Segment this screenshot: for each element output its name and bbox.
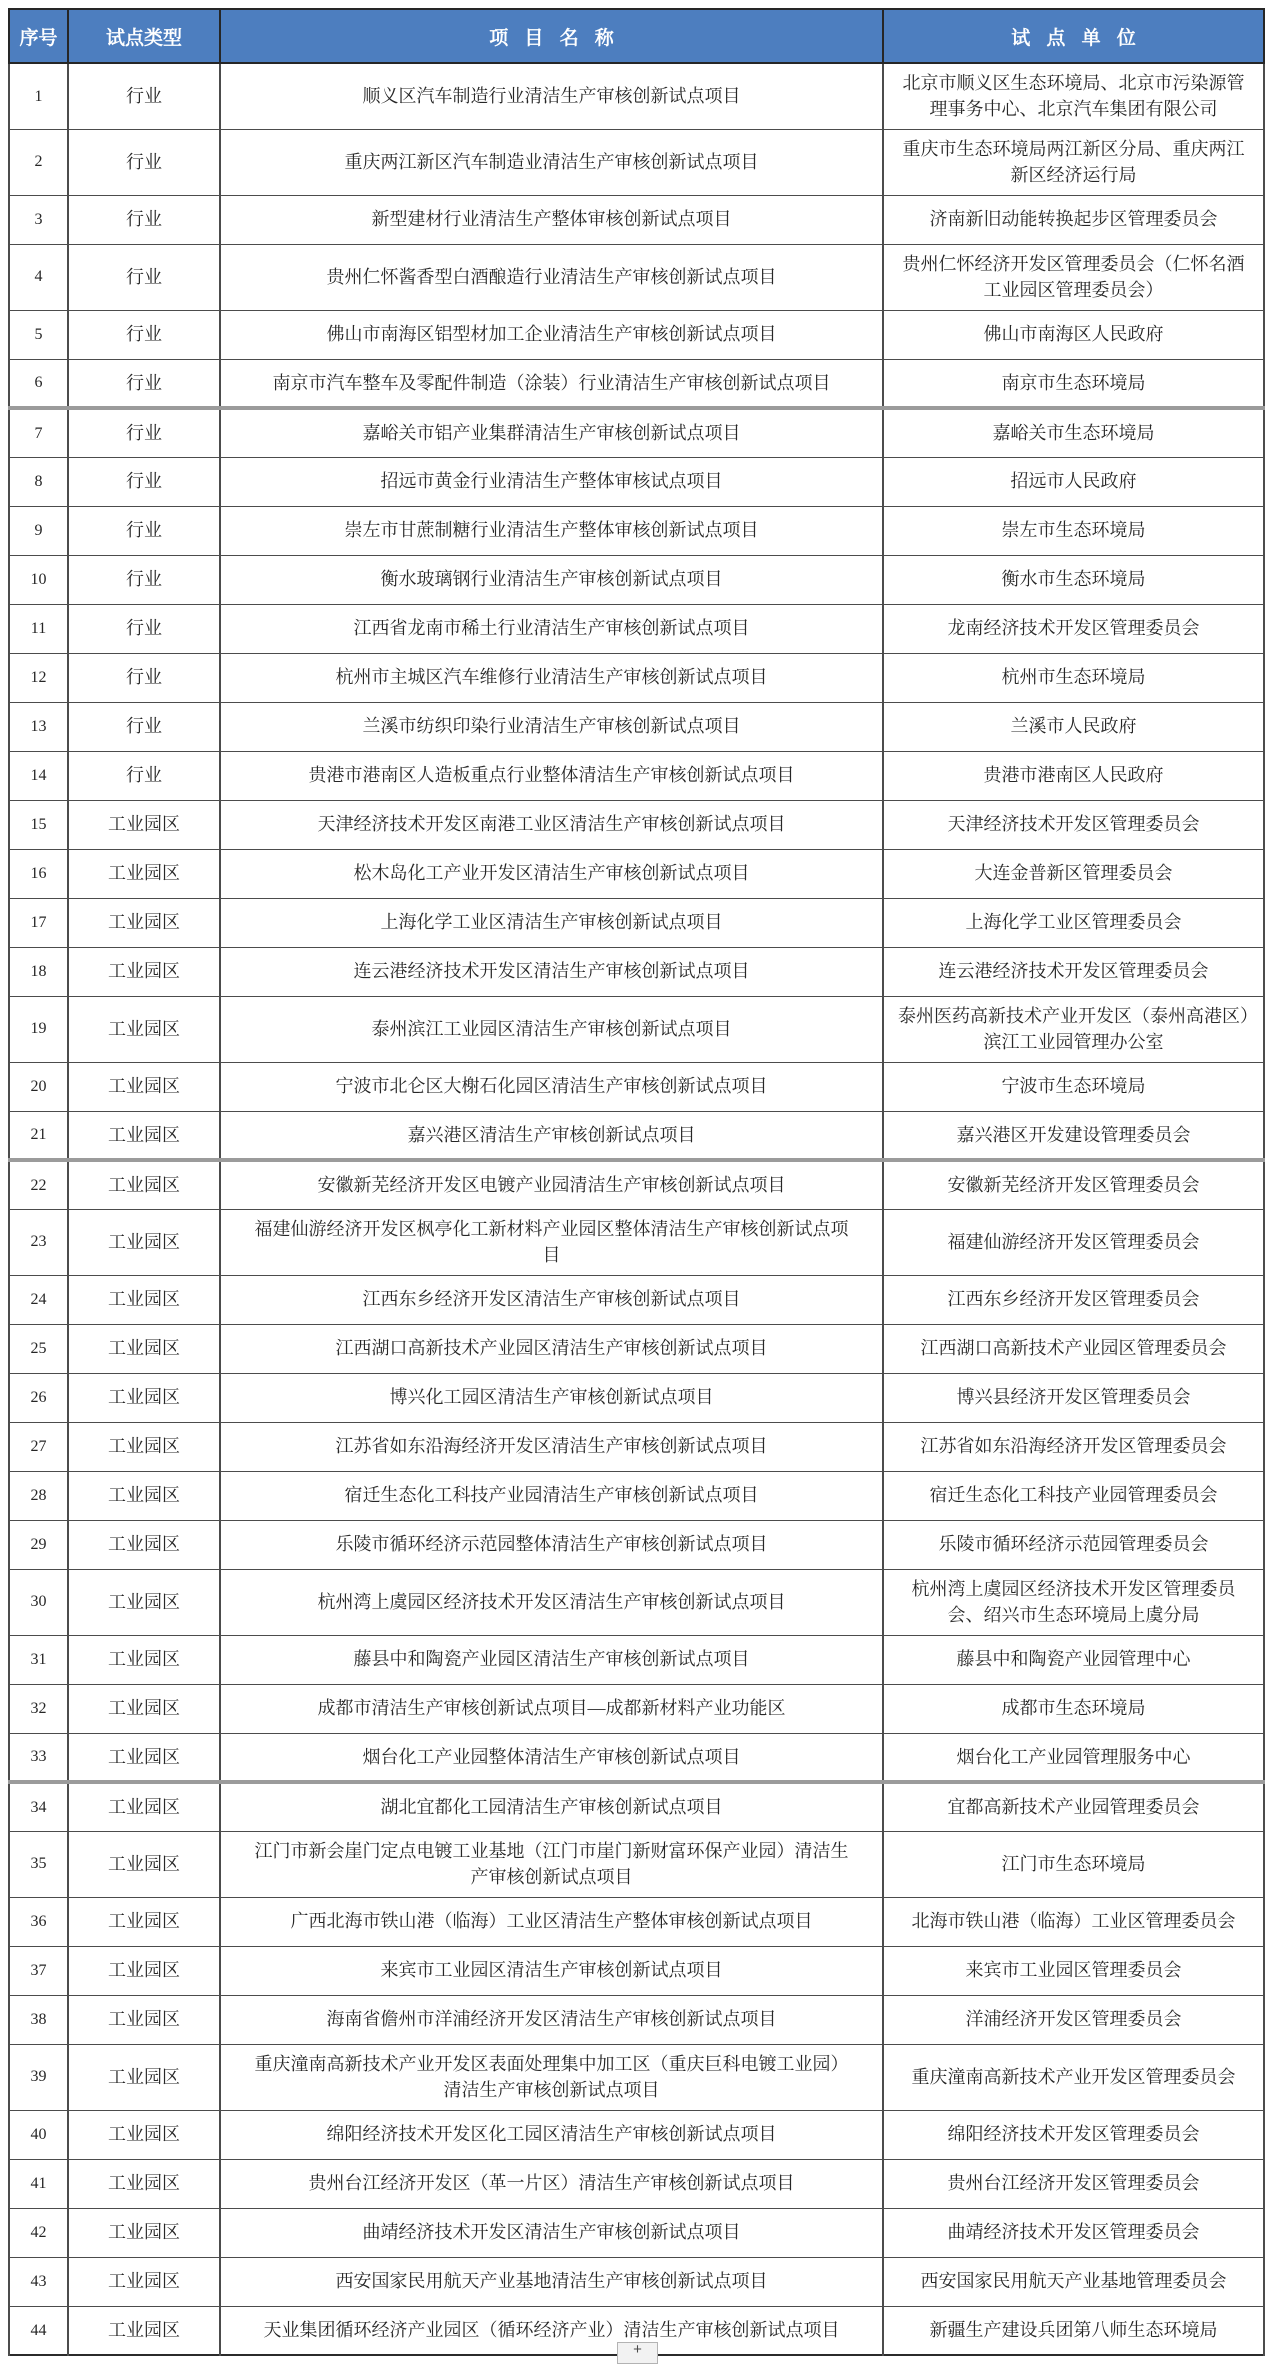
- table-row: [9, 1946, 1264, 1995]
- cell-serial-number: 16: [9, 849, 68, 898]
- table-row: [9, 800, 1264, 849]
- cell-pilot-type: 工业园区: [68, 1520, 220, 1569]
- cell-serial-number: 3: [9, 195, 68, 244]
- cell-project-name: 松木岛化工产业开发区清洁生产审核创新试点项目: [220, 849, 883, 898]
- cell-project-name: 西安国家民用航天产业基地清洁生产审核创新试点项目: [220, 2257, 883, 2306]
- cell-pilot-unit: 佛山市南海区人民政府: [883, 310, 1264, 359]
- cell-pilot-type: 行业: [68, 359, 220, 408]
- col-header-pilot-type: 试点类型: [68, 9, 220, 63]
- cell-serial-number: 37: [9, 1946, 68, 1995]
- cell-pilot-unit: 济南新旧动能转换起步区管理委员会: [883, 195, 1264, 244]
- cell-pilot-type: 工业园区: [68, 1373, 220, 1422]
- cell-pilot-unit: 新疆生产建设兵团第八师生态环境局: [883, 2306, 1264, 2355]
- cell-project-name: 招远市黄金行业清洁生产整体审核试点项目: [220, 457, 883, 506]
- cell-pilot-unit: 福建仙游经济开发区管理委员会: [883, 1209, 1264, 1275]
- cell-serial-number: 33: [9, 1733, 68, 1782]
- cell-pilot-unit: 江苏省如东沿海经济开发区管理委员会: [883, 1422, 1264, 1471]
- table-row: [9, 1275, 1264, 1324]
- cell-pilot-unit: 乐陵市循环经济示范园管理委员会: [883, 1520, 1264, 1569]
- cell-project-name: 天津经济技术开发区南港工业区清洁生产审核创新试点项目: [220, 800, 883, 849]
- cell-serial-number: 18: [9, 947, 68, 996]
- cell-serial-number: 23: [9, 1209, 68, 1275]
- cell-serial-number: 10: [9, 555, 68, 604]
- table-row: [9, 2208, 1264, 2257]
- cell-pilot-unit: 宁波市生态环境局: [883, 1062, 1264, 1111]
- cell-pilot-type: 工业园区: [68, 2208, 220, 2257]
- cell-pilot-unit: 江西湖口高新技术产业园区管理委员会: [883, 1324, 1264, 1373]
- cell-project-name: 江西东乡经济开发区清洁生产审核创新试点项目: [220, 1275, 883, 1324]
- cell-pilot-unit: 烟台化工产业园管理服务中心: [883, 1733, 1264, 1782]
- cell-project-name: 泰州滨江工业园区清洁生产审核创新试点项目: [220, 996, 883, 1062]
- cell-pilot-unit: 成都市生态环境局: [883, 1684, 1264, 1733]
- table-row: [9, 702, 1264, 751]
- table-row: [9, 1684, 1264, 1733]
- cell-serial-number: 6: [9, 359, 68, 408]
- cell-serial-number: 9: [9, 506, 68, 555]
- cell-project-name: 贵州台江经济开发区（革一片区）清洁生产审核创新试点项目: [220, 2159, 883, 2208]
- cell-project-name: 江西湖口高新技术产业园区清洁生产审核创新试点项目: [220, 1324, 883, 1373]
- cell-serial-number: 25: [9, 1324, 68, 1373]
- table-row: [9, 604, 1264, 653]
- cell-pilot-unit: 宿迁生态化工科技产业园管理委员会: [883, 1471, 1264, 1520]
- table-row: [9, 359, 1264, 408]
- table-row: [9, 408, 1264, 457]
- cell-project-name: 福建仙游经济开发区枫亭化工新材料产业园区整体清洁生产审核创新试点项目: [220, 1209, 883, 1275]
- add-button[interactable]: [617, 2342, 658, 2364]
- cell-project-name: 江苏省如东沿海经济开发区清洁生产审核创新试点项目: [220, 1422, 883, 1471]
- cell-pilot-type: 工业园区: [68, 1897, 220, 1946]
- cell-pilot-type: 工业园区: [68, 1160, 220, 1209]
- table-row: [9, 1062, 1264, 1111]
- cell-pilot-unit: 洋浦经济开发区管理委员会: [883, 1995, 1264, 2044]
- cell-pilot-type: 工业园区: [68, 1422, 220, 1471]
- cell-pilot-unit: 招远市人民政府: [883, 457, 1264, 506]
- cell-pilot-unit: 安徽新芜经济开发区管理委员会: [883, 1160, 1264, 1209]
- cell-pilot-type: 工业园区: [68, 1831, 220, 1897]
- table-row: [9, 457, 1264, 506]
- cell-pilot-type: 行业: [68, 408, 220, 457]
- cell-pilot-unit: 杭州湾上虞园区经济技术开发区管理委员会、绍兴市生态环境局上虞分局: [883, 1569, 1264, 1635]
- cell-project-name: 海南省儋州市洋浦经济开发区清洁生产审核创新试点项目: [220, 1995, 883, 2044]
- cell-pilot-type: 工业园区: [68, 800, 220, 849]
- table-row: [9, 751, 1264, 800]
- cell-pilot-type: 工业园区: [68, 947, 220, 996]
- cell-serial-number: 35: [9, 1831, 68, 1897]
- cell-project-name: 安徽新芜经济开发区电镀产业园清洁生产审核创新试点项目: [220, 1160, 883, 1209]
- table-row: [9, 1782, 1264, 1831]
- cell-pilot-type: 行业: [68, 751, 220, 800]
- cell-project-name: 藤县中和陶瓷产业园区清洁生产审核创新试点项目: [220, 1635, 883, 1684]
- cell-serial-number: 29: [9, 1520, 68, 1569]
- cell-project-name: 曲靖经济技术开发区清洁生产审核创新试点项目: [220, 2208, 883, 2257]
- cell-pilot-type: 行业: [68, 457, 220, 506]
- table-row: [9, 653, 1264, 702]
- cell-pilot-type: 工业园区: [68, 1733, 220, 1782]
- cell-pilot-type: 工业园区: [68, 2306, 220, 2355]
- cell-project-name: 博兴化工园区清洁生产审核创新试点项目: [220, 1373, 883, 1422]
- cell-pilot-type: 工业园区: [68, 849, 220, 898]
- table-row: [9, 1635, 1264, 1684]
- cell-project-name: 成都市清洁生产审核创新试点项目—成都新材料产业功能区: [220, 1684, 883, 1733]
- cell-project-name: 上海化学工业区清洁生产审核创新试点项目: [220, 898, 883, 947]
- cell-project-name: 嘉峪关市铝产业集群清洁生产审核创新试点项目: [220, 408, 883, 457]
- cell-serial-number: 32: [9, 1684, 68, 1733]
- cell-pilot-type: 行业: [68, 604, 220, 653]
- cell-project-name: 杭州湾上虞园区经济技术开发区清洁生产审核创新试点项目: [220, 1569, 883, 1635]
- cell-serial-number: 28: [9, 1471, 68, 1520]
- cell-serial-number: 27: [9, 1422, 68, 1471]
- pilot-projects-table: [8, 8, 1265, 2356]
- table-row: [9, 1111, 1264, 1160]
- table-row: [9, 898, 1264, 947]
- cell-serial-number: 30: [9, 1569, 68, 1635]
- cell-pilot-type: 工业园区: [68, 1324, 220, 1373]
- cell-project-name: 乐陵市循环经济示范园整体清洁生产审核创新试点项目: [220, 1520, 883, 1569]
- cell-project-name: 佛山市南海区铝型材加工企业清洁生产审核创新试点项目: [220, 310, 883, 359]
- cell-serial-number: 39: [9, 2044, 68, 2110]
- cell-serial-number: 5: [9, 310, 68, 359]
- cell-project-name: 南京市汽车整车及零配件制造（涂装）行业清洁生产审核创新试点项目: [220, 359, 883, 408]
- cell-serial-number: 38: [9, 1995, 68, 2044]
- cell-project-name: 兰溪市纺织印染行业清洁生产审核创新试点项目: [220, 702, 883, 751]
- cell-pilot-unit: 连云港经济技术开发区管理委员会: [883, 947, 1264, 996]
- cell-pilot-unit: 重庆市生态环境局两江新区分局、重庆两江新区经济运行局: [883, 129, 1264, 195]
- table-row: [9, 310, 1264, 359]
- table-row: [9, 1520, 1264, 1569]
- cell-pilot-unit: 龙南经济技术开发区管理委员会: [883, 604, 1264, 653]
- cell-pilot-type: 行业: [68, 653, 220, 702]
- cell-serial-number: 20: [9, 1062, 68, 1111]
- table-row: [9, 555, 1264, 604]
- table-row: [9, 2044, 1264, 2110]
- cell-serial-number: 40: [9, 2110, 68, 2159]
- cell-serial-number: 19: [9, 996, 68, 1062]
- cell-project-name: 天业集团循环经济产业园区（循环经济产业）清洁生产审核创新试点项目: [220, 2306, 883, 2355]
- cell-pilot-unit: 天津经济技术开发区管理委员会: [883, 800, 1264, 849]
- table-row: [9, 849, 1264, 898]
- cell-pilot-unit: 博兴县经济开发区管理委员会: [883, 1373, 1264, 1422]
- cell-pilot-type: 工业园区: [68, 2159, 220, 2208]
- cell-pilot-type: 行业: [68, 129, 220, 195]
- cell-serial-number: 12: [9, 653, 68, 702]
- cell-pilot-unit: 北京市顺义区生态环境局、北京市污染源管理事务中心、北京汽车集团有限公司: [883, 63, 1264, 129]
- cell-pilot-type: 行业: [68, 506, 220, 555]
- cell-project-name: 广西北海市铁山港（临海）工业区清洁生产整体审核创新试点项目: [220, 1897, 883, 1946]
- cell-serial-number: 1: [9, 63, 68, 129]
- cell-pilot-unit: 江门市生态环境局: [883, 1831, 1264, 1897]
- cell-pilot-type: 工业园区: [68, 2257, 220, 2306]
- cell-serial-number: 7: [9, 408, 68, 457]
- table-row: [9, 2159, 1264, 2208]
- cell-pilot-unit: 藤县中和陶瓷产业园管理中心: [883, 1635, 1264, 1684]
- cell-project-name: 连云港经济技术开发区清洁生产审核创新试点项目: [220, 947, 883, 996]
- cell-pilot-type: 行业: [68, 244, 220, 310]
- cell-pilot-unit: 泰州医药高新技术产业开发区（泰州高港区）滨江工业园管理办公室: [883, 996, 1264, 1062]
- table-row: [9, 1209, 1264, 1275]
- plus-icon: +: [633, 2341, 642, 2358]
- table-row: [9, 996, 1264, 1062]
- cell-serial-number: 42: [9, 2208, 68, 2257]
- cell-serial-number: 34: [9, 1782, 68, 1831]
- table-row: [9, 1569, 1264, 1635]
- table-row: [9, 1831, 1264, 1897]
- cell-pilot-unit: 贵港市港南区人民政府: [883, 751, 1264, 800]
- table-row: [9, 1995, 1264, 2044]
- cell-project-name: 衡水玻璃钢行业清洁生产审核创新试点项目: [220, 555, 883, 604]
- cell-pilot-type: 行业: [68, 310, 220, 359]
- table-row: [9, 244, 1264, 310]
- cell-serial-number: 26: [9, 1373, 68, 1422]
- cell-pilot-unit: 杭州市生态环境局: [883, 653, 1264, 702]
- cell-project-name: 湖北宜都化工园清洁生产审核创新试点项目: [220, 1782, 883, 1831]
- table-row: [9, 1471, 1264, 1520]
- cell-pilot-type: 行业: [68, 555, 220, 604]
- cell-pilot-unit: 来宾市工业园区管理委员会: [883, 1946, 1264, 1995]
- cell-pilot-type: 工业园区: [68, 1782, 220, 1831]
- cell-project-name: 崇左市甘蔗制糖行业清洁生产整体审核创新试点项目: [220, 506, 883, 555]
- cell-serial-number: 43: [9, 2257, 68, 2306]
- cell-pilot-unit: 绵阳经济技术开发区管理委员会: [883, 2110, 1264, 2159]
- cell-pilot-type: 工业园区: [68, 1569, 220, 1635]
- cell-pilot-unit: 嘉兴港区开发建设管理委员会: [883, 1111, 1264, 1160]
- table-row: [9, 129, 1264, 195]
- cell-pilot-unit: 贵州台江经济开发区管理委员会: [883, 2159, 1264, 2208]
- cell-serial-number: 8: [9, 457, 68, 506]
- col-header-pilot-unit: 试点单位: [883, 9, 1264, 63]
- cell-pilot-type: 工业园区: [68, 1635, 220, 1684]
- cell-project-name: 江门市新会崖门定点电镀工业基地（江门市崖门新财富环保产业园）清洁生产审核创新试点项目: [220, 1831, 883, 1897]
- cell-pilot-type: 行业: [68, 702, 220, 751]
- cell-serial-number: 4: [9, 244, 68, 310]
- col-header-project-name: 项目名称: [220, 9, 883, 63]
- cell-serial-number: 13: [9, 702, 68, 751]
- cell-pilot-type: 工业园区: [68, 1275, 220, 1324]
- cell-project-name: 绵阳经济技术开发区化工园区清洁生产审核创新试点项目: [220, 2110, 883, 2159]
- table-row: [9, 195, 1264, 244]
- table-row: [9, 947, 1264, 996]
- cell-pilot-unit: 西安国家民用航天产业基地管理委员会: [883, 2257, 1264, 2306]
- cell-serial-number: 41: [9, 2159, 68, 2208]
- cell-pilot-unit: 北海市铁山港（临海）工业区管理委员会: [883, 1897, 1264, 1946]
- header-row: [9, 9, 1264, 63]
- cell-pilot-type: 工业园区: [68, 996, 220, 1062]
- cell-serial-number: 21: [9, 1111, 68, 1160]
- cell-serial-number: 17: [9, 898, 68, 947]
- cell-pilot-unit: 衡水市生态环境局: [883, 555, 1264, 604]
- cell-serial-number: 44: [9, 2306, 68, 2355]
- cell-serial-number: 36: [9, 1897, 68, 1946]
- cell-pilot-unit: 上海化学工业区管理委员会: [883, 898, 1264, 947]
- cell-project-name: 江西省龙南市稀土行业清洁生产审核创新试点项目: [220, 604, 883, 653]
- cell-serial-number: 24: [9, 1275, 68, 1324]
- cell-serial-number: 2: [9, 129, 68, 195]
- table-body: [9, 63, 1264, 2358]
- cell-pilot-type: 工业园区: [68, 898, 220, 947]
- cell-project-name: 重庆两江新区汽车制造业清洁生产审核创新试点项目: [220, 129, 883, 195]
- cell-pilot-type: 行业: [68, 63, 220, 129]
- table-row: [9, 2110, 1264, 2159]
- table-row: [9, 1422, 1264, 1471]
- cell-project-name: 嘉兴港区清洁生产审核创新试点项目: [220, 1111, 883, 1160]
- cell-pilot-unit: 大连金普新区管理委员会: [883, 849, 1264, 898]
- cell-pilot-type: 工业园区: [68, 1995, 220, 2044]
- cell-project-name: 贵港市港南区人造板重点行业整体清洁生产审核创新试点项目: [220, 751, 883, 800]
- table-row: [9, 1160, 1264, 1209]
- cell-pilot-type: 工业园区: [68, 1111, 220, 1160]
- cell-pilot-type: 工业园区: [68, 1209, 220, 1275]
- cell-pilot-type: 工业园区: [68, 2110, 220, 2159]
- cell-pilot-unit: 贵州仁怀经济开发区管理委员会（仁怀名酒工业园区管理委员会）: [883, 244, 1264, 310]
- table-row: [9, 1324, 1264, 1373]
- cell-pilot-unit: 宜都高新技术产业园管理委员会: [883, 1782, 1264, 1831]
- cell-pilot-unit: 江西东乡经济开发区管理委员会: [883, 1275, 1264, 1324]
- cell-serial-number: 15: [9, 800, 68, 849]
- cell-project-name: 贵州仁怀酱香型白酒酿造行业清洁生产审核创新试点项目: [220, 244, 883, 310]
- cell-serial-number: 22: [9, 1160, 68, 1209]
- cell-serial-number: 11: [9, 604, 68, 653]
- cell-pilot-unit: 崇左市生态环境局: [883, 506, 1264, 555]
- cell-serial-number: 31: [9, 1635, 68, 1684]
- cell-project-name: 新型建材行业清洁生产整体审核创新试点项目: [220, 195, 883, 244]
- cell-pilot-type: 工业园区: [68, 1471, 220, 1520]
- cell-pilot-type: 行业: [68, 195, 220, 244]
- cell-pilot-type: 工业园区: [68, 1684, 220, 1733]
- cell-serial-number: 14: [9, 751, 68, 800]
- cell-pilot-unit: 重庆潼南高新技术产业开发区管理委员会: [883, 2044, 1264, 2110]
- table-row: [9, 63, 1264, 129]
- cell-pilot-type: 工业园区: [68, 1946, 220, 1995]
- cell-project-name: 宿迁生态化工科技产业园清洁生产审核创新试点项目: [220, 1471, 883, 1520]
- table-row: [9, 2257, 1264, 2306]
- cell-project-name: 重庆潼南高新技术产业开发区表面处理集中加工区（重庆巨科电镀工业园）清洁生产审核创新试点项目: [220, 2044, 883, 2110]
- cell-pilot-type: 工业园区: [68, 1062, 220, 1111]
- cell-pilot-unit: 曲靖经济技术开发区管理委员会: [883, 2208, 1264, 2257]
- cell-pilot-type: 工业园区: [68, 2044, 220, 2110]
- cell-project-name: 顺义区汽车制造行业清洁生产审核创新试点项目: [220, 63, 883, 129]
- col-header-serial-number: 序号: [9, 9, 68, 63]
- table-row: [9, 506, 1264, 555]
- table-row: [9, 1373, 1264, 1422]
- cell-pilot-unit: 嘉峪关市生态环境局: [883, 408, 1264, 457]
- cell-project-name: 烟台化工产业园整体清洁生产审核创新试点项目: [220, 1733, 883, 1782]
- cell-project-name: 杭州市主城区汽车维修行业清洁生产审核创新试点项目: [220, 653, 883, 702]
- cell-pilot-unit: 兰溪市人民政府: [883, 702, 1264, 751]
- cell-project-name: 宁波市北仑区大榭石化园区清洁生产审核创新试点项目: [220, 1062, 883, 1111]
- table-row: [9, 1897, 1264, 1946]
- cell-pilot-unit: 南京市生态环境局: [883, 359, 1264, 408]
- cell-project-name: 来宾市工业园区清洁生产审核创新试点项目: [220, 1946, 883, 1995]
- table-row: [9, 1733, 1264, 1782]
